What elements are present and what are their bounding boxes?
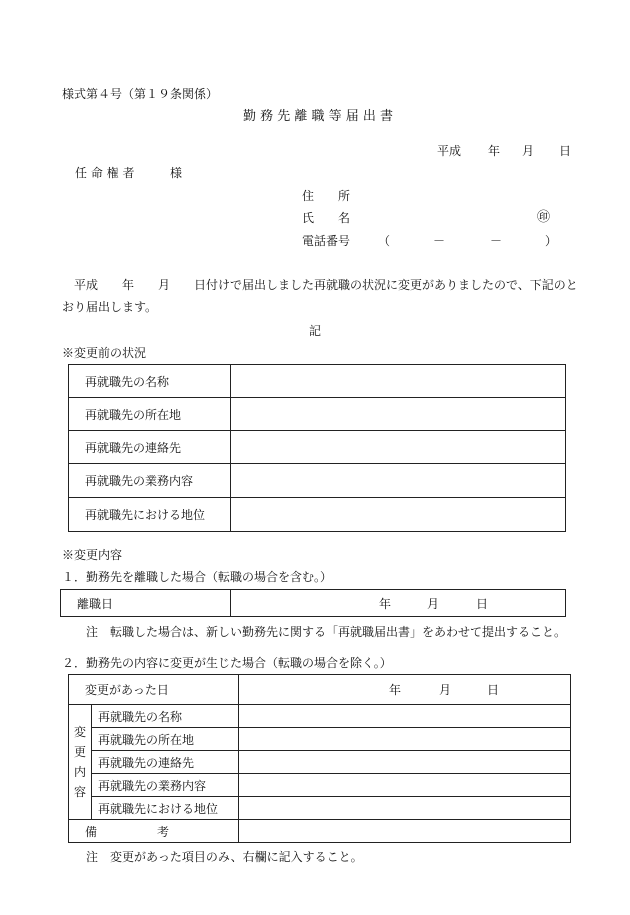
vertical-char: 容 xyxy=(73,785,86,799)
change-date-label: 変更があった日 xyxy=(69,675,239,705)
leaving-year: 年 xyxy=(379,597,392,611)
leaving-date-value[interactable] xyxy=(231,590,566,617)
change-row-label: 再就職先における地位 xyxy=(92,797,239,820)
before-row-label: 再就職先の名称 xyxy=(69,365,231,398)
case2-note: 注 変更があった項目のみ、右欄に記入すること。 xyxy=(86,850,363,864)
addressee-appointer: 任 命 権 者 xyxy=(75,166,135,180)
table-row xyxy=(69,797,571,820)
case1-table xyxy=(60,589,566,617)
date-era: 平成 xyxy=(437,144,462,158)
table-row xyxy=(69,498,566,532)
name-label: 氏 名 xyxy=(302,211,351,225)
change-month: 月 xyxy=(439,683,452,697)
addressee-sama: 様 xyxy=(170,166,183,180)
change-row-label: 再就職先の連絡先 xyxy=(92,751,239,774)
table-row xyxy=(69,728,571,751)
change-heading: ※変更内容 xyxy=(62,548,123,562)
change-date-value[interactable] xyxy=(239,675,571,705)
before-row-label: 再就職先における地位 xyxy=(69,498,231,532)
ki-heading: 記 xyxy=(309,324,322,338)
case1-note: 注 転職した場合は、新しい勤務先に関する「再就職届出書」をあわせて提出すること。 xyxy=(86,625,567,639)
change-year: 年 xyxy=(389,683,402,697)
table-row xyxy=(69,751,571,774)
leaving-month: 月 xyxy=(427,597,440,611)
remarks-value[interactable] xyxy=(239,820,571,843)
form-number: 様式第４号（第１９条関係） xyxy=(62,87,219,101)
before-heading: ※変更前の状況 xyxy=(62,346,147,360)
table-row xyxy=(69,820,571,843)
phone-close-paren: ） xyxy=(545,234,558,248)
change-row-label: 再就職先の業務内容 xyxy=(92,774,239,797)
date-month: 月 xyxy=(522,144,535,158)
before-table xyxy=(68,364,566,532)
phone-label: 電話番号 xyxy=(302,234,351,248)
body-text-line-1: 平成 年 月 日付けで届出しました再就職の状況に変更がありましたので、下記のと xyxy=(74,278,578,292)
vertical-char: 変 xyxy=(73,725,86,739)
before-row-value[interactable] xyxy=(231,498,566,532)
before-row-label: 再就職先の業務内容 xyxy=(69,464,231,498)
change-row-value[interactable] xyxy=(239,774,571,797)
table-row xyxy=(69,675,571,705)
date-year: 年 xyxy=(488,144,501,158)
table-row xyxy=(69,705,571,728)
before-row-value[interactable] xyxy=(231,464,566,498)
case1-heading: １．勤務先を離職した場合（転職の場合を含む。） xyxy=(62,570,333,584)
phone-open-paren: （ xyxy=(378,234,391,248)
remarks-label: 備 考 xyxy=(69,820,239,843)
leaving-date-label: 離職日 xyxy=(61,590,231,617)
phone-dash-1: － xyxy=(433,234,446,248)
document-title: 勤 務 先 離 職 等 届 出 書 xyxy=(243,109,394,124)
change-row-label: 再就職先の所在地 xyxy=(92,728,239,751)
table-row xyxy=(69,774,571,797)
table-row xyxy=(69,398,566,431)
case2-heading: ２．勤務先の内容に変更が生じた場合（転職の場合を除く。） xyxy=(62,656,392,670)
change-content-vertical-label xyxy=(69,705,92,820)
table-row xyxy=(69,464,566,498)
table-row xyxy=(69,431,566,464)
leaving-day: 日 xyxy=(476,597,489,611)
body-text-line-2: おり届出します。 xyxy=(62,300,158,314)
change-row-value[interactable] xyxy=(239,751,571,774)
vertical-char: 内 xyxy=(73,765,86,779)
case2-table xyxy=(68,674,571,843)
address-label: 住 所 xyxy=(302,189,351,203)
seal-mark: ㊞ xyxy=(537,210,551,225)
phone-dash-2: － xyxy=(490,234,503,248)
vertical-char: 更 xyxy=(73,745,86,759)
change-row-value[interactable] xyxy=(239,705,571,728)
change-row-label: 再就職先の名称 xyxy=(92,705,239,728)
table-row xyxy=(61,590,566,617)
date-line xyxy=(437,145,461,157)
change-row-value[interactable] xyxy=(239,797,571,820)
before-row-value[interactable] xyxy=(231,431,566,464)
before-row-label: 再就職先の所在地 xyxy=(69,398,231,431)
change-row-value[interactable] xyxy=(239,728,571,751)
date-day: 日 xyxy=(559,144,572,158)
before-row-label: 再就職先の連絡先 xyxy=(69,431,231,464)
change-day: 日 xyxy=(487,683,500,697)
before-row-value[interactable] xyxy=(231,398,566,431)
table-row xyxy=(69,365,566,398)
before-row-value[interactable] xyxy=(231,365,566,398)
